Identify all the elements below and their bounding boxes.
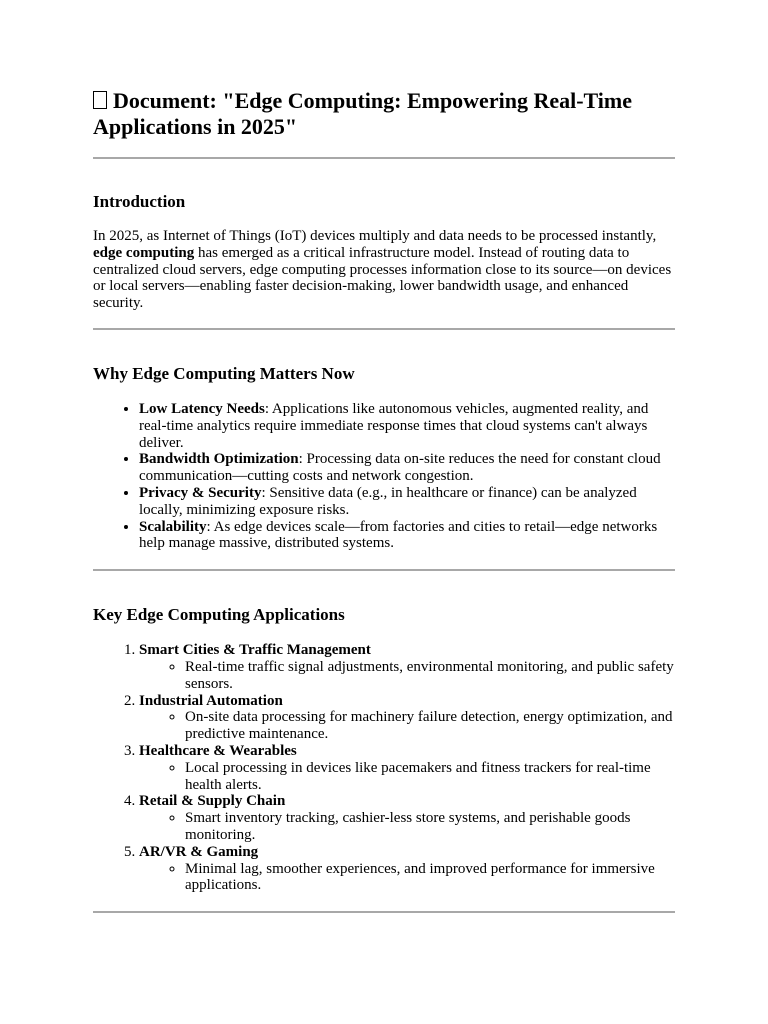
list-item [139, 451, 675, 485]
list-item-term: Bandwidth Optimization [139, 451, 299, 468]
introduction-paragraph [93, 228, 675, 312]
application-title: Healthcare & Wearables [139, 742, 297, 759]
list-item-text: : Processing data on-site reduces the need for constant cloud communication—cutting costs and network congestion. [139, 451, 661, 485]
application-item [139, 693, 675, 743]
why-list [93, 401, 675, 552]
why-section [93, 364, 675, 552]
list-item-text: : Sensitive data (e.g., in healthcare or finance) can be analyzed locally, minimizing exposure risks. [139, 484, 637, 518]
why-heading: Why Edge Computing Matters Now [93, 363, 355, 383]
list-item [139, 519, 675, 553]
application-title: Retail & Supply Chain [139, 793, 286, 810]
application-item [139, 793, 675, 843]
application-title: AR/VR & Gaming [139, 843, 259, 860]
applications-section [93, 605, 675, 894]
applications-heading: Key Edge Computing Applications [93, 605, 345, 625]
application-item [139, 844, 675, 894]
page-icon [93, 91, 107, 109]
application-detail: ◦ Smart inventory tracking, cashier-less store systems, and perishable goods monitoring. [185, 810, 675, 844]
application-detail: ◦ Real-time traffic signal adjustments, environmental monitoring, and public safety sensors. [185, 659, 675, 693]
list-item-term: Scalability [139, 518, 207, 535]
list-item-term: Low Latency Needs [139, 400, 265, 417]
list-item-term: Privacy & Security [139, 484, 262, 501]
intro-bold-term: edge computing [93, 244, 195, 261]
introduction-heading: Introduction [93, 192, 186, 211]
application-title: Smart Cities & Traffic Management [139, 642, 371, 659]
list-item [139, 401, 675, 451]
application-detail: ◦ Local processing in devices like pacemakers and fitness trackers for real-time health alerts. [185, 760, 675, 794]
list-item-text: : Applications like autonomous vehicles, augmented reality, and real-time analytics require immediate response times that cloud systems can't always deliver. [139, 400, 649, 451]
introduction-section [93, 192, 675, 312]
application-item [139, 642, 675, 692]
application-item [139, 743, 675, 793]
application-detail: ◦ Minimal lag, smoother experiences, and improved performance for immersive applications. [185, 861, 675, 895]
list-item-text: : As edge devices scale—from factories and cities to retail—edge networks help manage massive, distributed systems. [139, 518, 658, 552]
application-title: Industrial Automation [139, 692, 283, 709]
divider [93, 911, 675, 913]
application-detail: ◦ On-site data processing for machinery failure detection, energy optimization, and predictive maintenance. [185, 709, 675, 743]
intro-text-end: has emerged as a critical infrastructure model. Instead of routing data to centralized cloud servers, edge computing processes information close to its source—on devices or local servers—enabling faster decision-making, lower bandwidth usage, and enhanced security. [93, 244, 672, 312]
intro-text-start: In 2025, as Internet of Things (IoT) devices multiply and data needs to be processed instantly, [93, 228, 657, 244]
list-item [139, 485, 675, 519]
applications-list [93, 642, 675, 894]
document-title [93, 88, 675, 140]
document-title-text: Document: "Edge Computing: Empowering Real-Time Applications in 2025" [93, 88, 633, 139]
